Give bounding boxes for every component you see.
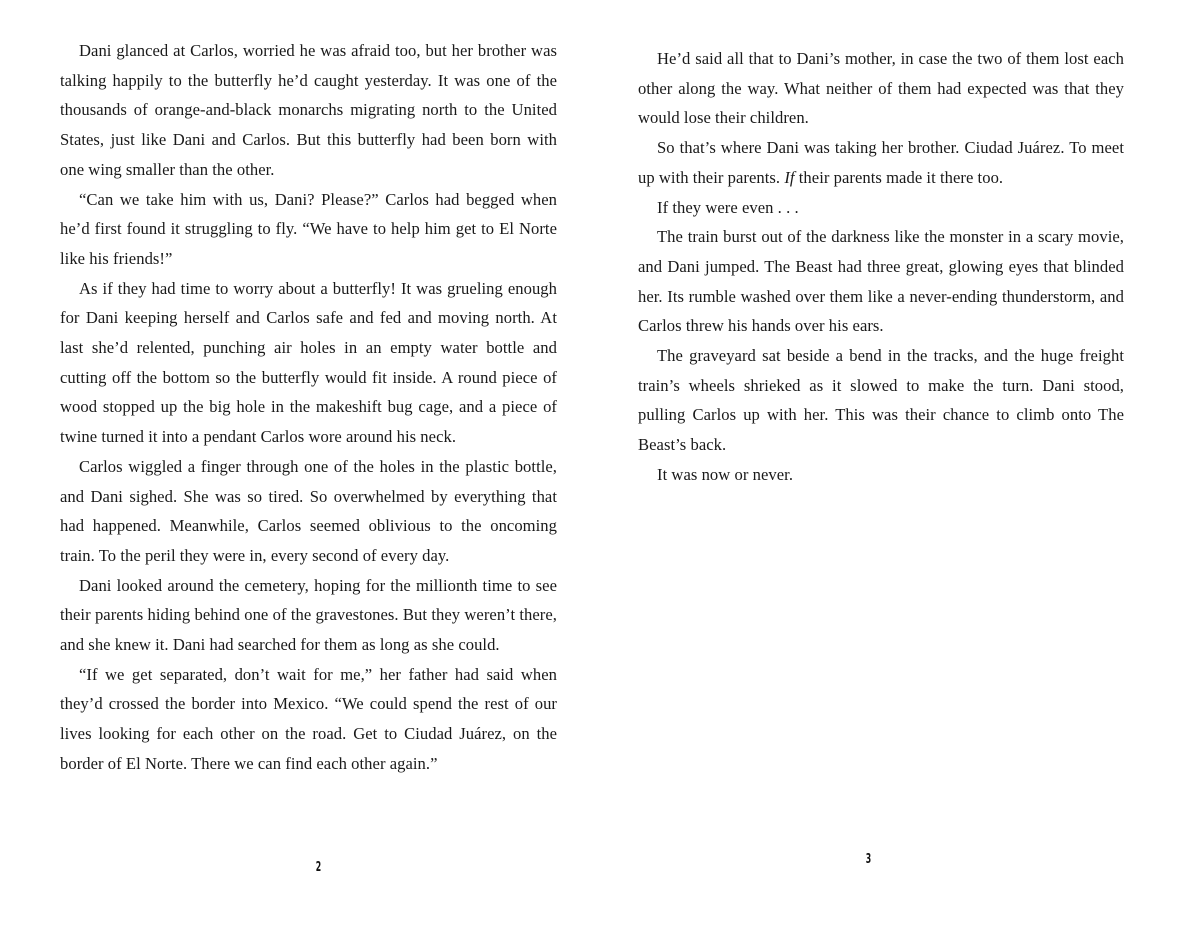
page-number-right: 3 (865, 852, 872, 867)
paragraph: “If we get separated, don’t wait for me,” her father had said when they’d crossed the border into Mexico. “We could spend the rest of our lives looking for each other on the road. Get to Ciudad Juárez, on the border of El Norte. There we can find each other again.” (60, 664, 557, 773)
paragraph: He’d said all that to Dani’s mother, in case the two of them lost each other along the way. What neither of them had expected was that they would lose their children. (638, 49, 1124, 128)
page-number-left: 2 (315, 860, 322, 875)
emphasis-text: If (784, 167, 795, 187)
paragraph: If they were even . . . (657, 197, 799, 217)
paragraph: As if they had time to worry about a butterfly! It was grueling enough for Dani keeping herself and Carlos safe and fed and moving north. At last she’d relented, punching air holes in an empty water bottle and cutting off the bottom so the butterfly would fit inside. A round piece of wood stopped up the big hole in the makeshift bug cage, and a piece of twine turned it into a pendant Carlos wore around his neck. (60, 278, 557, 447)
paragraph: The train burst out of the darkness like the monster in a scary movie, and Dani jumped. The Beast had three great, glowing eyes that blinded her. Its rumble washed over them like a never-ending thunderstorm, and Carlos threw his hands over his ears. (638, 227, 1124, 336)
right-page (638, 44, 1124, 490)
paragraph: Carlos wiggled a finger through one of the holes in the plastic bottle, and Dani sighed. She was so tired. So overwhelmed by everything that had happened. Meanwhile, Carlos seemed oblivious to the oncoming train. To the peril they were in, every second of every day. (60, 456, 557, 565)
paragraph: So that’s where Dani was taking her brother. Ciudad Juárez. To meet up with their parents. If their parents made it there too. (638, 138, 1124, 187)
paragraph: Dani looked around the cemetery, hoping for the millionth time to see their parents hiding behind one of the gravestones. But they weren’t there, and she knew it. Dani had searched for them as long as she could. (60, 575, 557, 655)
left-page (60, 36, 557, 779)
paragraph: It was now or never. (657, 464, 794, 484)
paragraph: The graveyard sat beside a bend in the tracks, and the huge freight train’s wheels shrieked as it slowed to make the turn. Dani stood, pulling Carlos up with her. This was their chance to climb onto The Beast’s back. (638, 346, 1124, 455)
paragraph: Dani glanced at Carlos, worried he was afraid too, but her brother was talking happily to the butterfly he’d caught yesterday. It was one of the thousands of orange-and-black monarchs migrating north to the United States, just like Dani and Carlos. But this butterfly had been born with one wing smaller than the other. (60, 41, 557, 179)
paragraph: “Can we take him with us, Dani? Please?” Carlos had begged when he’d first found it struggling to fly. “We have to help him get to El Norte like his friends!” (60, 189, 557, 268)
